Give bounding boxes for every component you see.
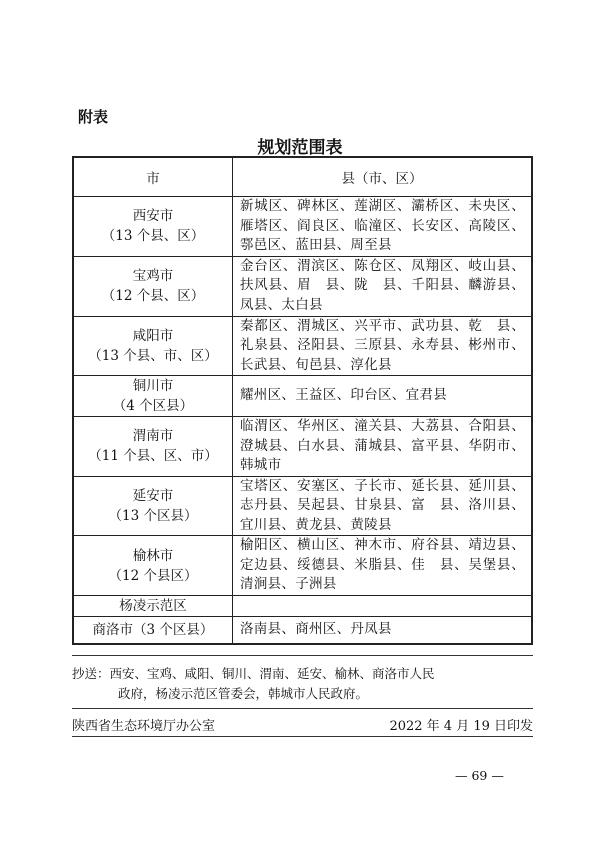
- counties-cell: 新城区、碑林区、莲湖区、灞桥区、未央区、雁塔区、阎良区、临潼区、长安区、高陵区、鄠邑区、蓝田县、周至县: [233, 197, 533, 257]
- counties-cell: 宝塔区、安塞区、子长市、延长县、延川县、志丹县、吴起县、甘泉县、富 县、洛川县、宜川县、黄龙县、黄陵县: [233, 476, 533, 536]
- cc-line-2: 政府，杨凌示范区管委会，韩城市人民政府。: [118, 686, 369, 701]
- table-row: [73, 476, 532, 536]
- counties-cell: 临渭区、华州区、潼关县、大荔县、合阳县、澄城县、白水县、蒲城县、富平县、华阴市、韩城市: [233, 417, 533, 477]
- city-name: 铜川市: [132, 378, 174, 394]
- city-cell: [73, 316, 233, 376]
- city-name: 咸阳市: [132, 327, 174, 344]
- city-name: 宝鸡市: [132, 268, 174, 284]
- counties-cell: 秦都区、渭城区、兴平市、武功县、乾 县、礼泉县、泾阳县、三原县、永寿县、彬州市、长武县、旬邑县、淳化县: [233, 316, 533, 376]
- city-cell: [73, 417, 233, 477]
- footer-divider-middle: [72, 708, 533, 709]
- city-name: 商洛市（3 个区县）: [92, 621, 214, 638]
- counties-cell: 金台区、渭滨区、陈仓区、凤翔区、岐山县、扶风县、眉 县、陇 县、千阳县、麟游县、凤县、太白县: [233, 256, 533, 316]
- city-count: （12 个县、区）: [101, 288, 205, 304]
- counties-cell: [233, 596, 533, 617]
- city-cell: [73, 197, 233, 257]
- city-count: （13 个县、区）: [101, 228, 205, 245]
- city-name: 西安市: [132, 208, 174, 225]
- city-cell: [73, 256, 233, 316]
- city-count: （4 个区县）: [112, 398, 194, 414]
- city-count: （11 个县、区、市）: [88, 448, 218, 465]
- city-cell: [73, 617, 233, 644]
- table-row: [73, 256, 532, 316]
- city-name: 延安市: [132, 487, 174, 504]
- column-header-counties: 县（市、区）: [233, 157, 533, 197]
- counties-cell: 耀州区、王益区、印台区、宜君县: [233, 376, 533, 417]
- city-name: 渭南市: [132, 428, 174, 445]
- table-row: [73, 536, 532, 596]
- appendix-label: 附表: [78, 108, 109, 126]
- table-row: [73, 596, 532, 617]
- city-count: （12 个县区）: [108, 567, 198, 584]
- cc-line-1: 抄送：西安、宝鸡、咸阳、铜川、渭南、延安、榆林、商洛市人民: [72, 666, 435, 681]
- table-title: 规划范围表: [257, 138, 343, 158]
- city-count: （13 个区县）: [108, 507, 198, 524]
- table-row: [73, 316, 532, 376]
- city-cell: [73, 596, 233, 617]
- planning-scope-table: [72, 156, 533, 645]
- page-number: — 69 —: [455, 768, 504, 783]
- table-row: [73, 376, 532, 417]
- city-cell: [73, 536, 233, 596]
- table-header-row: [73, 157, 532, 197]
- table-row: [73, 617, 532, 644]
- print-date: 2022 年 4 月 19 日印发: [389, 719, 533, 734]
- city-name: 杨凌示范区: [119, 598, 187, 614]
- table-row: [73, 197, 532, 257]
- column-header-city: 市: [73, 157, 233, 197]
- city-cell: [73, 476, 233, 536]
- city-cell: [73, 376, 233, 417]
- footer-divider-bottom: [72, 736, 533, 737]
- table-row: [73, 417, 532, 477]
- footer-divider-top: [72, 655, 533, 656]
- counties-cell: 洛南县、商州区、丹凤县: [233, 617, 533, 644]
- city-name: 榆林市: [132, 547, 174, 564]
- city-count: （13 个县、市、区）: [88, 347, 218, 364]
- counties-cell: 榆阳区、横山区、神木市、府谷县、靖边县、定边县、绥德县、米脂县、佳 县、吴堡县、清涧县、子洲县: [233, 536, 533, 596]
- issuing-office: 陕西省生态环境厅办公室: [72, 719, 216, 734]
